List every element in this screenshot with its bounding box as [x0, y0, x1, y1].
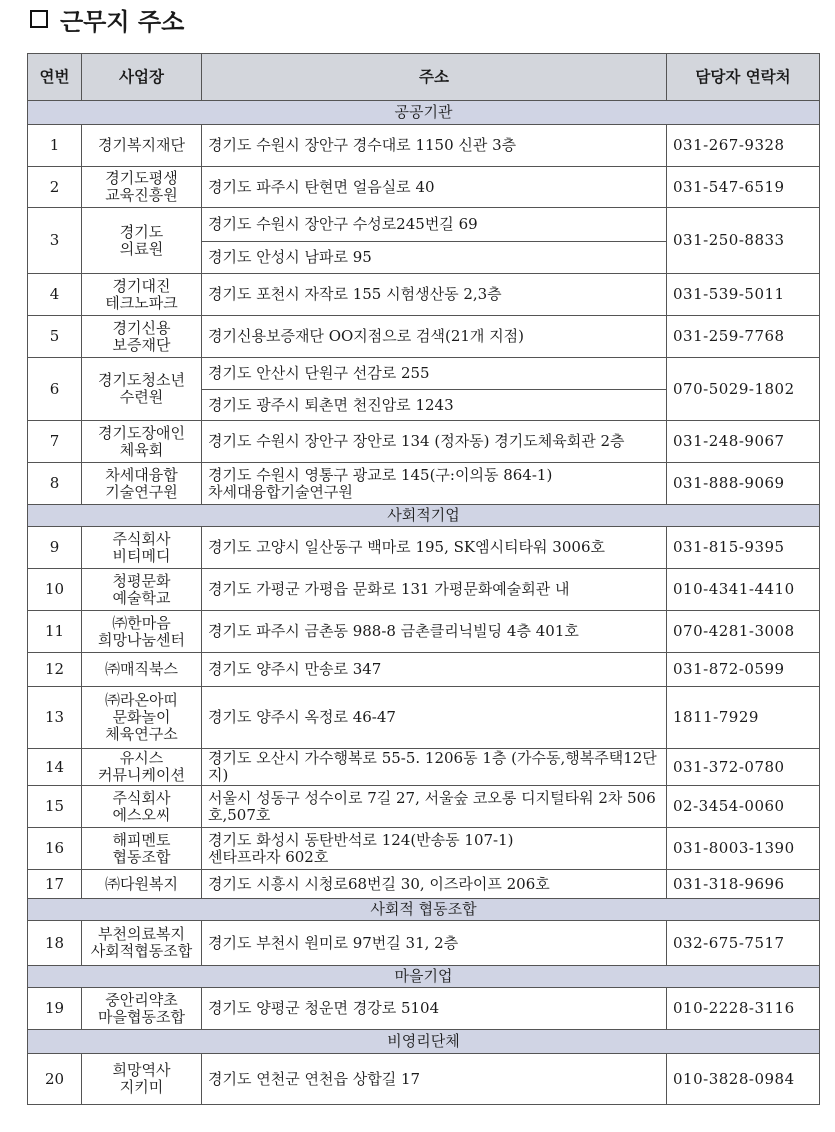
row-number: 1	[28, 125, 82, 167]
organization-name-text: ㈜다원복지	[105, 874, 178, 893]
address-cell	[202, 687, 667, 749]
table-row	[28, 167, 820, 208]
contact-phone: 031-8003-1390	[667, 828, 820, 870]
workplace-address-table	[27, 53, 820, 1105]
contact-phone: 031-267-9328	[667, 125, 820, 167]
header-organization: 사업장	[82, 54, 202, 101]
contact-phone: 031-815-9395	[667, 527, 820, 569]
row-number: 4	[28, 274, 82, 316]
row-number: 17	[28, 870, 82, 899]
address-cell	[202, 274, 667, 316]
row-number: 11	[28, 611, 82, 653]
address-text: 경기도 연천군 연천읍 상합길 17	[208, 1069, 421, 1088]
organization-name	[82, 1054, 202, 1105]
row-number: 5	[28, 316, 82, 358]
address-cell	[202, 167, 667, 208]
address-cell	[202, 786, 667, 828]
table-row	[28, 527, 820, 569]
contact-phone: 031-888-9069	[667, 463, 820, 505]
organization-name-text: 차세대융합 기술연구원	[105, 465, 178, 501]
address-text: 경기도 고양시 일산동구 백마로 195, SK엠시티타워 3006호	[208, 538, 605, 556]
organization-name-text: 경기도 의료원	[119, 222, 164, 258]
organization-name	[82, 527, 202, 569]
table-row	[28, 611, 820, 653]
header-contact: 담당자 연락처	[667, 54, 820, 101]
organization-name	[82, 167, 202, 208]
contact-phone: 070-5029-1802	[667, 358, 820, 421]
address-text: 경기도 파주시 탄현면 얼음실로 40	[208, 177, 435, 196]
organization-name-text: 경기대진 테크노파크	[105, 276, 178, 312]
address-cell	[202, 208, 667, 242]
organization-name-text: 경기도청소년 수련원	[98, 371, 185, 406]
contact-phone: 010-2228-3116	[667, 988, 820, 1030]
organization-name-text: 경기도장애인 체육회	[98, 423, 185, 459]
organization-name	[82, 463, 202, 505]
row-number: 19	[28, 988, 82, 1030]
organization-name	[82, 274, 202, 316]
contact-phone: 031-547-6519	[667, 167, 820, 208]
organization-name	[82, 687, 202, 749]
organization-name-text: ㈜매직북스	[105, 660, 178, 678]
section-row	[28, 1030, 820, 1054]
address-cell	[202, 569, 667, 611]
address-cell	[202, 463, 667, 505]
contact-phone: 010-3828-0984	[667, 1054, 820, 1105]
header-address: 주소	[202, 54, 667, 101]
page-title-text: 근무지 주소	[60, 7, 185, 36]
address-cell	[202, 653, 667, 687]
organization-name-text: 중안리약초 마을협동조합	[98, 990, 185, 1026]
table-row	[28, 749, 820, 786]
section-row	[28, 899, 820, 921]
organization-name-text: 주식회사 에스오씨	[112, 788, 171, 824]
address-text: 경기도 화성시 동탄반석로 124(반송동 107-1) 센타프라자 602호	[208, 830, 514, 866]
organization-name	[82, 421, 202, 463]
address-text: 경기도 수원시 장안구 수성로245번길 69	[208, 215, 478, 233]
table-row	[28, 988, 820, 1030]
organization-name	[82, 786, 202, 828]
table-row	[28, 274, 820, 316]
organization-name-text: ㈜라온아띠 문화놀이 체육연구소	[105, 691, 178, 743]
address-cell	[202, 390, 667, 421]
address-text: 경기도 안산시 단원구 선감로 255	[208, 364, 430, 382]
row-number: 3	[28, 208, 82, 274]
organization-name	[82, 569, 202, 611]
contact-phone: 070-4281-3008	[667, 611, 820, 653]
table-header-row	[28, 54, 820, 101]
address-cell	[202, 421, 667, 463]
row-number: 14	[28, 749, 82, 786]
row-number: 20	[28, 1054, 82, 1105]
address-text: 경기도 시흥시 시청로68번길 30, 이즈라이프 206호	[208, 874, 550, 893]
section-row	[28, 966, 820, 988]
address-cell	[202, 125, 667, 167]
address-cell	[202, 870, 667, 899]
contact-phone: 032-675-7517	[667, 921, 820, 966]
address-text: 경기도 수원시 장안구 장안로 134 (정자동) 경기도체육회관 2층	[208, 432, 625, 450]
table-body	[28, 101, 820, 1105]
address-cell	[202, 1054, 667, 1105]
contact-phone: 031-372-0780	[667, 749, 820, 786]
contact-phone: 031-539-5011	[667, 274, 820, 316]
row-number: 2	[28, 167, 82, 208]
address-cell	[202, 242, 667, 274]
table-row	[28, 828, 820, 870]
address-text: 경기도 부천시 원미로 97번길 31, 2층	[208, 933, 459, 952]
table-row	[28, 569, 820, 611]
contact-phone: 1811-7929	[667, 687, 820, 749]
organization-name-text: 경기신용 보증재단	[112, 318, 171, 354]
checkbox-square-icon	[30, 10, 48, 28]
table-row	[28, 921, 820, 966]
row-number: 12	[28, 653, 82, 687]
organization-name-text: 해피멘토 협동조합	[112, 830, 171, 866]
organization-name-text: 유시스 커뮤니케이션	[98, 749, 185, 784]
organization-name-text: 부천의료복지 사회적협동조합	[90, 925, 193, 960]
section-row	[28, 505, 820, 527]
address-cell	[202, 988, 667, 1030]
organization-name	[82, 653, 202, 687]
address-text: 경기도 오산시 가수행복로 55-5. 1206동 1층 (가수동,행복주택12단지)	[208, 749, 657, 784]
table-row	[28, 358, 820, 390]
address-text: 경기도 가평군 가평읍 문화로 131 가평문화예술회관 내	[208, 580, 570, 598]
table-row	[28, 1054, 820, 1105]
contact-phone: 031-259-7768	[667, 316, 820, 358]
page-title	[30, 3, 184, 35]
row-number: 15	[28, 786, 82, 828]
address-cell	[202, 527, 667, 569]
address-text: 경기도 파주시 금촌동 988-8 금촌클리닉빌딩 4층 401호	[208, 622, 579, 640]
row-number: 6	[28, 358, 82, 421]
row-number: 18	[28, 921, 82, 966]
organization-name	[82, 316, 202, 358]
contact-phone: 031-872-0599	[667, 653, 820, 687]
table-row	[28, 463, 820, 505]
table-row	[28, 653, 820, 687]
section-label: 마을기업	[28, 966, 820, 988]
table-row	[28, 316, 820, 358]
organization-name-text: 희망역사 지키미	[112, 1061, 171, 1096]
address-text: 경기도 광주시 퇴촌면 천진암로 1243	[208, 395, 454, 414]
contact-phone: 031-250-8833	[667, 208, 820, 274]
section-label: 공공기관	[28, 101, 820, 125]
address-cell	[202, 921, 667, 966]
row-number: 10	[28, 569, 82, 611]
organization-name	[82, 358, 202, 421]
organization-name	[82, 208, 202, 274]
row-number: 8	[28, 463, 82, 505]
section-label: 사회적기업	[28, 505, 820, 527]
organization-name	[82, 870, 202, 899]
table-row	[28, 125, 820, 167]
address-text: 경기도 안성시 남파로 95	[208, 248, 372, 266]
organization-name	[82, 988, 202, 1030]
address-text: 경기도 수원시 영통구 광교로 145(구:이의동 864-1) 차세대융합기술연구원	[208, 465, 553, 501]
address-text: 경기도 수원시 장안구 경수대로 1150 신관 3층	[208, 136, 517, 154]
address-cell	[202, 611, 667, 653]
contact-phone: 031-318-9696	[667, 870, 820, 899]
row-number: 16	[28, 828, 82, 870]
table-row	[28, 870, 820, 899]
section-row	[28, 101, 820, 125]
section-label: 비영리단체	[28, 1030, 820, 1054]
section-label: 사회적 협동조합	[28, 899, 820, 921]
organization-name	[82, 828, 202, 870]
contact-phone: 031-248-9067	[667, 421, 820, 463]
address-cell	[202, 316, 667, 358]
address-cell	[202, 828, 667, 870]
address-text: 경기도 포천시 자작로 155 시험생산동 2,3층	[208, 285, 502, 303]
address-text: 경기도 양주시 만송로 347	[208, 660, 382, 678]
address-text: 경기신용보증재단 OO지점으로 검색(21개 지점)	[208, 327, 525, 345]
row-number: 13	[28, 687, 82, 749]
organization-name	[82, 125, 202, 167]
table-row	[28, 786, 820, 828]
organization-name	[82, 921, 202, 966]
table-row	[28, 421, 820, 463]
organization-name-text: 청평문화 예술학교	[112, 571, 171, 607]
row-number: 9	[28, 527, 82, 569]
address-text: 경기도 양주시 옥정로 46-47	[208, 708, 396, 726]
row-number: 7	[28, 421, 82, 463]
table-row	[28, 208, 820, 242]
address-cell	[202, 358, 667, 390]
organization-name-text: 주식회사 비티메디	[112, 529, 171, 565]
address-cell	[202, 749, 667, 786]
organization-name-text: 경기도평생 교육진흥원	[105, 169, 178, 204]
organization-name-text: ㈜한마음 희망나눔센터	[98, 613, 185, 649]
contact-phone: 02-3454-0060	[667, 786, 820, 828]
organization-name-text: 경기복지재단	[98, 136, 185, 154]
header-number: 연번	[28, 54, 82, 101]
organization-name	[82, 611, 202, 653]
contact-phone: 010-4341-4410	[667, 569, 820, 611]
table-row	[28, 687, 820, 749]
organization-name	[82, 749, 202, 786]
address-text: 서울시 성동구 성수이로 7길 27, 서울숲 코오롱 디지털타워 2차 506호,507호	[208, 788, 656, 824]
address-text: 경기도 양평군 청운면 경강로 5104	[208, 999, 440, 1017]
